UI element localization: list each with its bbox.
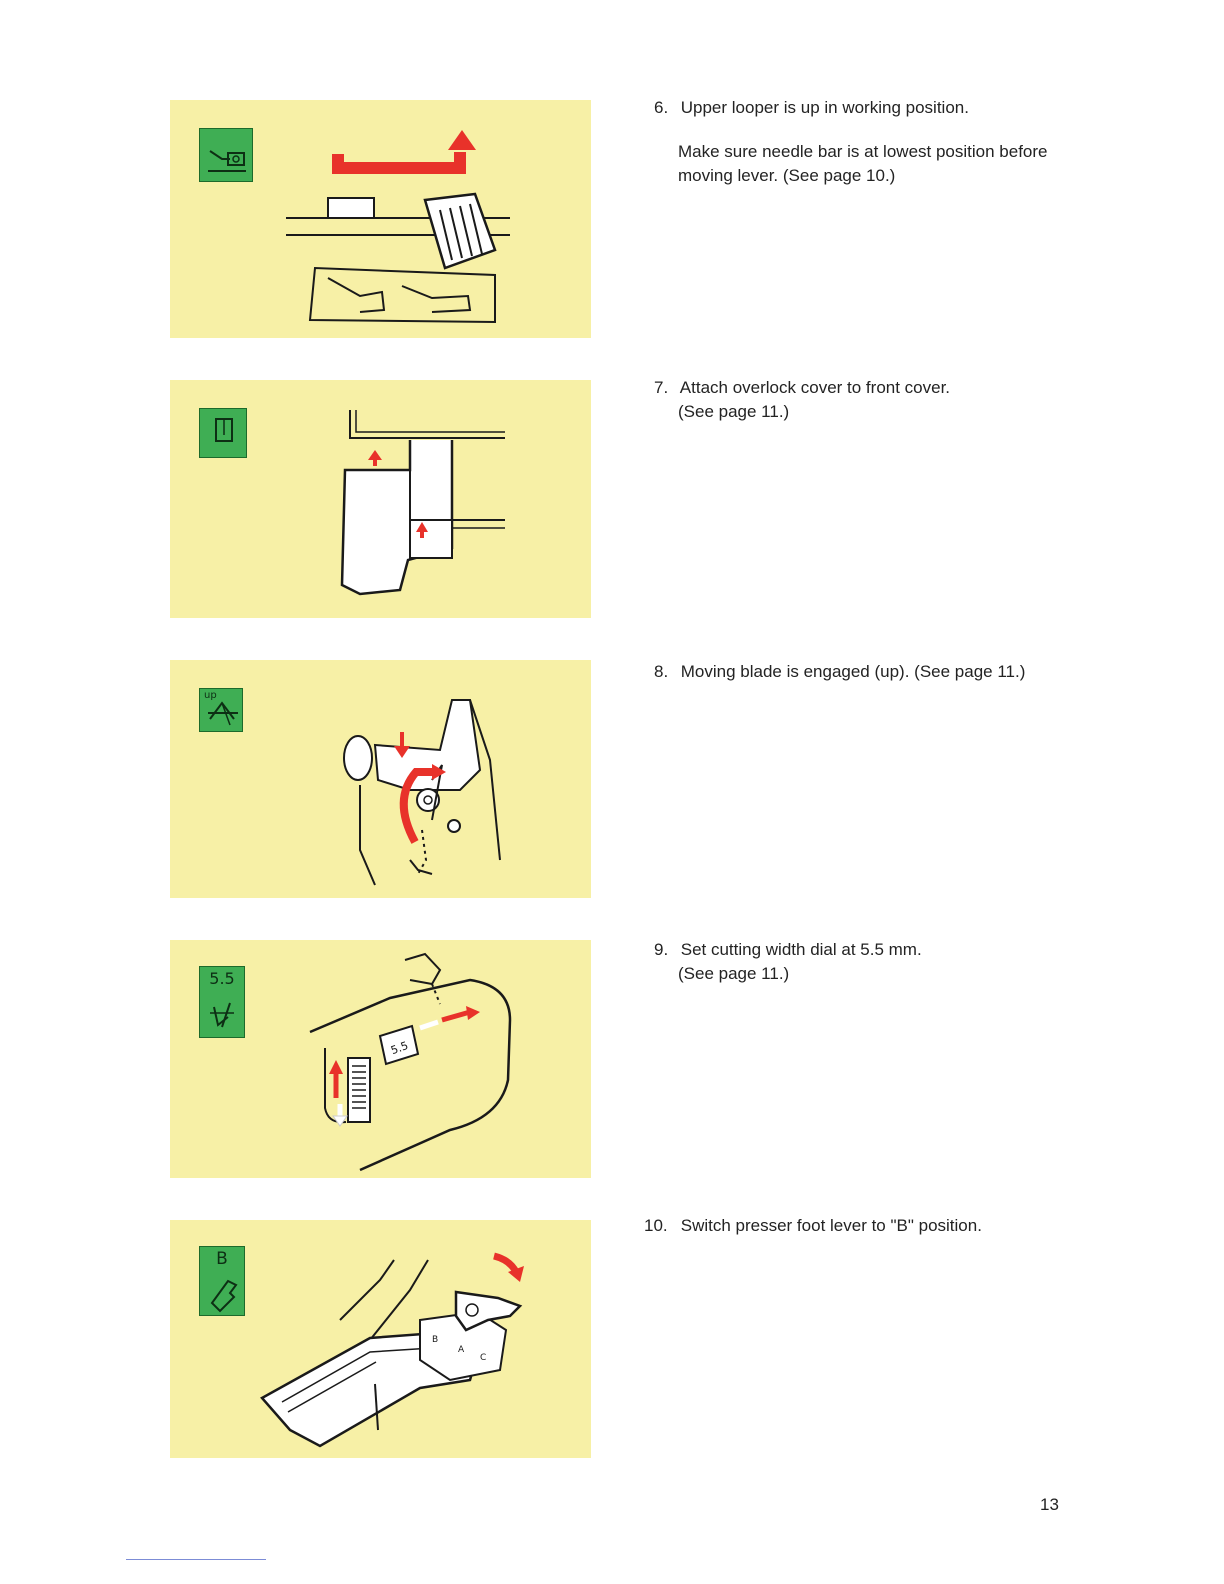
step-note: Make sure needle bar is at lowest position before moving lever. (See page 10.) xyxy=(678,142,1048,185)
badge-label: B xyxy=(216,1249,228,1269)
badge-label: 5.5 xyxy=(209,969,235,988)
badge-label: up xyxy=(204,690,217,701)
dial-label: 5.5 xyxy=(389,1038,411,1058)
step-text: Set cutting width dial at 5.5 mm. xyxy=(680,940,922,959)
illustration-overlock-cover xyxy=(170,380,591,618)
step-6 xyxy=(654,96,1074,188)
illustration-cutting-width xyxy=(170,940,591,1178)
illustration-presser-foot xyxy=(170,1220,591,1458)
step-7 xyxy=(654,376,1074,424)
lever-label-a: A xyxy=(458,1345,465,1355)
step-text: Attach overlock cover to front cover. xyxy=(679,378,951,397)
step-number: 8. xyxy=(654,662,669,681)
step-number: 9. xyxy=(654,940,669,959)
step-text: Switch presser foot lever to "B" position. xyxy=(680,1216,982,1235)
step-number: 7. xyxy=(654,378,669,397)
step-number: 6. xyxy=(654,98,669,117)
step-8 xyxy=(654,660,1074,684)
step-number: 10. xyxy=(644,1216,668,1235)
lever-label-b: B xyxy=(432,1335,439,1345)
step-reference: (See page 11.) xyxy=(678,964,790,983)
step-text: Moving blade is engaged (up). (See page 11.) xyxy=(680,662,1026,681)
illustration-moving-blade xyxy=(170,660,591,898)
step-10 xyxy=(644,1214,1064,1238)
lever-label-c: C xyxy=(480,1353,487,1363)
illustration-upper-looper xyxy=(170,100,591,338)
step-text: Upper looper is up in working position. xyxy=(680,98,969,117)
step-reference: (See page 11.) xyxy=(678,402,790,421)
page-number: 13 xyxy=(1040,1495,1059,1514)
footer-rule xyxy=(126,1559,266,1560)
step-9 xyxy=(654,938,1074,986)
